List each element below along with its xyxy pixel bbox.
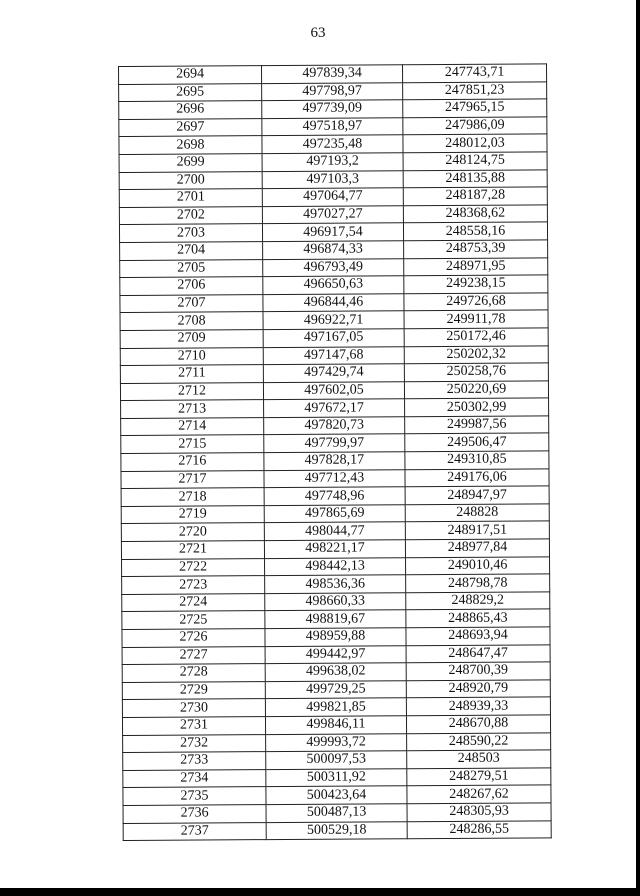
y-coordinate-cell: 248124,75 (403, 152, 547, 170)
x-coordinate-cell: 499638,02 (265, 663, 406, 681)
x-coordinate-cell: 500097,53 (266, 751, 407, 769)
y-coordinate-cell: 248368,62 (403, 205, 547, 223)
table-row (123, 785, 551, 805)
point-number-cell: 2697 (119, 118, 262, 136)
x-coordinate-cell: 499729,25 (265, 681, 406, 699)
table-row (121, 521, 549, 541)
x-coordinate-cell: 498959,88 (265, 628, 406, 646)
table-row (121, 539, 549, 559)
y-coordinate-cell: 248503 (407, 750, 551, 768)
x-coordinate-cell: 497748,96 (264, 487, 405, 505)
table-row (120, 310, 548, 330)
point-number-cell: 2737 (123, 822, 266, 840)
x-coordinate-cell: 497712,43 (264, 469, 405, 487)
point-number-cell: 2734 (123, 769, 266, 787)
point-number-cell: 2726 (122, 629, 265, 647)
y-coordinate-cell: 250258,76 (404, 363, 548, 381)
point-number-cell: 2698 (119, 136, 262, 154)
table-row (122, 574, 550, 594)
x-coordinate-cell: 498819,67 (265, 610, 406, 628)
x-coordinate-cell: 497799,97 (264, 434, 405, 452)
x-coordinate-cell: 496650,63 (263, 276, 404, 294)
point-number-cell: 2715 (121, 435, 264, 453)
y-coordinate-cell: 248700,39 (406, 662, 550, 680)
table-row (121, 486, 549, 506)
point-number-cell: 2730 (122, 699, 265, 717)
x-coordinate-cell: 499993,72 (266, 733, 407, 751)
table-row (123, 820, 551, 840)
table-row (119, 222, 547, 242)
x-coordinate-cell: 497027,27 (262, 206, 403, 224)
coordinates-table-body (119, 64, 552, 841)
y-coordinate-cell: 250172,46 (404, 328, 548, 346)
table-row (122, 609, 550, 629)
point-number-cell: 2718 (121, 488, 264, 506)
x-coordinate-cell: 499846,11 (265, 716, 406, 734)
y-coordinate-cell: 249987,56 (405, 416, 549, 434)
x-coordinate-cell: 497820,73 (264, 417, 405, 435)
table-row (121, 469, 549, 489)
table-row (121, 433, 549, 453)
point-number-cell: 2714 (121, 417, 264, 435)
y-coordinate-cell: 250220,69 (404, 381, 548, 399)
y-coordinate-cell: 248558,16 (403, 222, 547, 240)
point-number-cell: 2709 (120, 330, 263, 348)
y-coordinate-cell: 248012,03 (403, 134, 547, 152)
point-number-cell: 2719 (121, 505, 264, 523)
point-number-cell: 2699 (119, 154, 262, 172)
point-number-cell: 2716 (121, 453, 264, 471)
point-number-cell: 2733 (123, 752, 266, 770)
x-coordinate-cell: 498044,77 (264, 522, 405, 540)
point-number-cell: 2713 (121, 400, 264, 418)
table-row (120, 363, 548, 383)
x-coordinate-cell: 496922,71 (263, 311, 404, 329)
point-number-cell: 2725 (122, 611, 265, 629)
x-coordinate-cell: 498221,17 (264, 540, 405, 558)
y-coordinate-cell: 248135,88 (403, 169, 547, 187)
x-coordinate-cell: 498442,13 (265, 557, 406, 575)
y-coordinate-cell: 248865,43 (406, 609, 550, 627)
table-row (121, 416, 549, 436)
table-row (122, 556, 550, 576)
point-number-cell: 2695 (119, 83, 262, 101)
point-number-cell: 2705 (120, 259, 263, 277)
table-row (119, 81, 547, 101)
x-coordinate-cell: 500311,92 (266, 768, 407, 786)
table-row (119, 134, 547, 154)
y-coordinate-cell: 250202,32 (404, 345, 548, 363)
y-coordinate-cell: 248647,47 (406, 644, 550, 662)
x-coordinate-cell: 499442,97 (265, 645, 406, 663)
table-row (120, 275, 548, 295)
table-row (119, 99, 547, 119)
y-coordinate-cell: 248670,88 (406, 715, 550, 733)
x-coordinate-cell: 497429,74 (263, 364, 404, 382)
point-number-cell: 2704 (120, 242, 263, 260)
table-row (121, 398, 549, 418)
y-coordinate-cell: 248971,95 (404, 257, 548, 275)
table-row (122, 662, 550, 682)
table-row (121, 504, 549, 524)
table-row (119, 205, 547, 225)
x-coordinate-cell: 496874,33 (263, 241, 404, 259)
page-number: 63 (310, 25, 326, 41)
y-coordinate-cell: 247986,09 (403, 117, 547, 135)
point-number-cell: 2732 (123, 734, 266, 752)
table-row (119, 187, 547, 207)
y-coordinate-cell: 249010,46 (406, 556, 550, 574)
x-coordinate-cell: 497739,09 (262, 100, 403, 118)
y-coordinate-cell: 248305,93 (407, 803, 551, 821)
y-coordinate-cell: 248279,51 (407, 768, 551, 786)
table-row (122, 592, 550, 612)
point-number-cell: 2735 (123, 787, 266, 805)
y-coordinate-cell: 248267,62 (407, 785, 551, 803)
table-row (122, 627, 550, 647)
y-coordinate-cell: 248693,94 (406, 627, 550, 645)
y-coordinate-cell: 248939,33 (406, 697, 550, 715)
y-coordinate-cell: 248828 (405, 504, 549, 522)
coordinates-table (118, 63, 552, 841)
table-row (119, 64, 547, 84)
y-coordinate-cell: 248920,79 (406, 680, 550, 698)
x-coordinate-cell: 497167,05 (263, 329, 404, 347)
point-number-cell: 2707 (120, 294, 263, 312)
x-coordinate-cell: 496844,46 (263, 293, 404, 311)
point-number-cell: 2708 (120, 312, 263, 330)
x-coordinate-cell: 497193,2 (262, 153, 403, 171)
point-number-cell: 2701 (119, 189, 262, 207)
table-row (122, 697, 550, 717)
y-coordinate-cell: 247743,71 (402, 64, 546, 82)
x-coordinate-cell: 497828,17 (264, 452, 405, 470)
y-coordinate-cell: 247965,15 (403, 99, 547, 117)
y-coordinate-cell: 249176,06 (405, 469, 549, 487)
y-coordinate-cell: 249310,85 (405, 451, 549, 469)
point-number-cell: 2717 (121, 470, 264, 488)
table-row (123, 803, 551, 823)
point-number-cell: 2729 (122, 681, 265, 699)
point-number-cell: 2724 (122, 593, 265, 611)
x-coordinate-cell: 497798,97 (262, 82, 403, 100)
table-row (119, 117, 547, 137)
point-number-cell: 2706 (120, 277, 263, 295)
table-row (120, 240, 548, 260)
table-row (121, 451, 549, 471)
y-coordinate-cell: 249726,68 (404, 293, 548, 311)
table-row (123, 732, 551, 752)
x-coordinate-cell: 497672,17 (264, 399, 405, 417)
point-number-cell: 2727 (122, 646, 265, 664)
y-coordinate-cell: 248590,22 (407, 732, 551, 750)
y-coordinate-cell: 248753,39 (404, 240, 548, 258)
table-row (120, 257, 548, 277)
point-number-cell: 2700 (119, 171, 262, 189)
point-number-cell: 2711 (120, 365, 263, 383)
table-row (120, 328, 548, 348)
table-row (122, 715, 550, 735)
point-number-cell: 2721 (121, 541, 264, 559)
y-coordinate-cell: 247851,23 (403, 81, 547, 99)
point-number-cell: 2694 (119, 66, 262, 84)
y-coordinate-cell: 248187,28 (403, 187, 547, 205)
point-number-cell: 2712 (120, 382, 263, 400)
table-row (122, 644, 550, 664)
x-coordinate-cell: 497147,68 (263, 346, 404, 364)
x-coordinate-cell: 499821,85 (265, 698, 406, 716)
x-coordinate-cell: 497602,05 (263, 381, 404, 399)
x-coordinate-cell: 498660,33 (265, 593, 406, 611)
point-number-cell: 2722 (122, 558, 265, 576)
point-number-cell: 2710 (120, 347, 263, 365)
y-coordinate-cell: 250302,99 (405, 398, 549, 416)
x-coordinate-cell: 497839,34 (262, 65, 403, 83)
x-coordinate-cell: 496793,49 (263, 258, 404, 276)
point-number-cell: 2728 (122, 664, 265, 682)
y-coordinate-cell: 248798,78 (406, 574, 550, 592)
table-row (122, 680, 550, 700)
x-coordinate-cell: 498536,36 (265, 575, 406, 593)
x-coordinate-cell: 500529,18 (266, 821, 407, 839)
table-row (120, 381, 548, 401)
y-coordinate-cell: 248947,97 (405, 486, 549, 504)
x-coordinate-cell: 497064,77 (262, 188, 403, 206)
y-coordinate-cell: 248829,2 (406, 592, 550, 610)
y-coordinate-cell: 249506,47 (405, 433, 549, 451)
y-coordinate-cell: 248286,55 (407, 820, 551, 838)
point-number-cell: 2696 (119, 101, 262, 119)
point-number-cell: 2723 (122, 576, 265, 594)
y-coordinate-cell: 248917,51 (405, 521, 549, 539)
table-row (120, 293, 548, 313)
x-coordinate-cell: 500487,13 (266, 804, 407, 822)
point-number-cell: 2702 (119, 206, 262, 224)
x-coordinate-cell: 497235,48 (262, 135, 403, 153)
table-row (123, 768, 551, 788)
y-coordinate-cell: 249911,78 (404, 310, 548, 328)
y-coordinate-cell: 249238,15 (404, 275, 548, 293)
table-row (119, 169, 547, 189)
table-row (120, 345, 548, 365)
x-coordinate-cell: 497103,3 (262, 170, 403, 188)
x-coordinate-cell: 497518,97 (262, 118, 403, 136)
x-coordinate-cell: 497865,69 (264, 505, 405, 523)
point-number-cell: 2731 (122, 717, 265, 735)
table-row (123, 750, 551, 770)
point-number-cell: 2703 (119, 224, 262, 242)
point-number-cell: 2736 (123, 805, 266, 823)
y-coordinate-cell: 248977,84 (405, 539, 549, 557)
table-row (119, 152, 547, 172)
point-number-cell: 2720 (121, 523, 264, 541)
x-coordinate-cell: 496917,54 (262, 223, 403, 241)
x-coordinate-cell: 500423,64 (266, 786, 407, 804)
